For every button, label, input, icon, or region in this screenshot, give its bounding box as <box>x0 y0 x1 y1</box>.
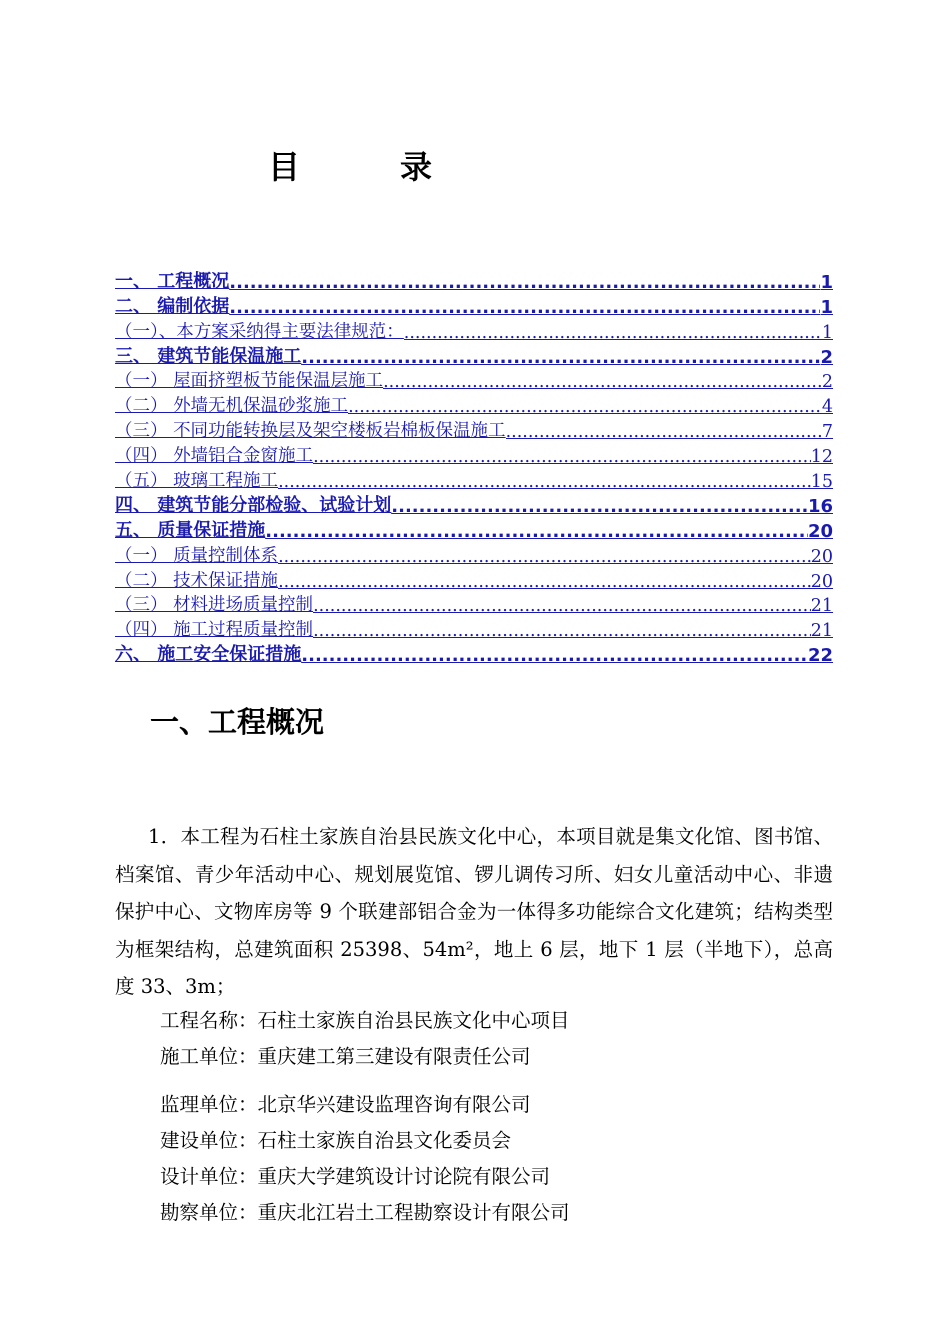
toc-leader-dots <box>301 347 820 368</box>
toc-entry-text: 四、 建筑节能分部检验、试验计划 <box>115 494 392 516</box>
toc-entry-text: （二） 技术保证措施 <box>115 570 279 591</box>
toc-leader-dots <box>278 572 811 592</box>
toc-entry-text: （三） 不同功能转换层及架空楼板岩棉板保温施工 <box>115 421 506 442</box>
toc-entry-text: 二、 编制依据 <box>115 295 230 317</box>
toc-entry-text: 三、 建筑节能保温施工 <box>115 345 302 367</box>
toc-entry-text: （五） 玻璃工程施工 <box>115 471 279 492</box>
toc-title: 目 录 <box>268 148 467 186</box>
toc-entry[interactable] <box>115 616 833 641</box>
toc-page-number: 20 <box>810 571 833 592</box>
supervision-unit-line: 监理单位：北京华兴建设监理咨询有限公司 <box>160 1093 531 1116</box>
section-heading: 一、工程概况 <box>150 705 325 739</box>
construction-unit-line: 施工单位：重庆建工第三建设有限责任公司 <box>160 1045 531 1068</box>
overview-paragraph: 1．本工程为石柱土家族自治县民族文化中心，本项目就是集文化馆、图书馆、档案馆、青少年活动中心、规划展览馆、锣儿调传习所、妇女儿童活动中心、非遗保护中心、文物库房等 9 个联建部铝合金为一体得多功能综合文化建筑；结构类型为框架结构，总建筑面积 25398、54m²，地上 6 层，地下 1 层（半地下），总高度 33、3m； <box>115 825 833 998</box>
toc-leader-dots <box>229 297 820 318</box>
toc-page-number: 21 <box>810 621 833 642</box>
project-name-line: 工程名称：石柱土家族自治县民族文化中心项目 <box>160 1009 570 1032</box>
toc-entry[interactable] <box>115 467 833 492</box>
toc-entry[interactable] <box>115 343 833 368</box>
toc-entry-text: （一） 屋面挤塑板节能保温层施工 <box>115 371 384 392</box>
toc-page-number: 4 <box>821 397 833 418</box>
toc-entry-text: 六、 施工安全保证措施 <box>115 644 302 666</box>
toc-entry[interactable] <box>115 517 833 542</box>
table-of-contents <box>115 268 833 666</box>
toc-entry-text: （三） 材料进场质量控制 <box>115 595 314 616</box>
toc-entry[interactable] <box>115 268 833 293</box>
toc-page-number: 2 <box>821 372 833 393</box>
toc-leader-dots <box>383 372 822 392</box>
toc-entry[interactable] <box>115 368 833 393</box>
toc-page-number: 2 <box>820 346 833 368</box>
toc-leader-dots <box>313 447 811 467</box>
toc-leader-dots <box>348 397 822 417</box>
toc-page-number: 20 <box>807 520 833 542</box>
toc-leader-dots <box>391 496 808 517</box>
toc-page-number: 1 <box>821 322 833 343</box>
toc-entry-text: （二） 外墙无机保温砂浆施工 <box>115 396 349 417</box>
toc-page-number: 7 <box>821 422 833 443</box>
toc-page-number: 21 <box>810 596 833 617</box>
toc-leader-dots <box>506 422 822 442</box>
toc-entry-text: 五、 质量保证措施 <box>115 519 266 541</box>
toc-leader-dots <box>265 521 808 542</box>
toc-entry[interactable] <box>115 641 833 666</box>
toc-entry[interactable] <box>115 293 833 318</box>
toc-entry-text: （一） 质量控制体系 <box>115 545 279 566</box>
toc-leader-dots <box>278 472 811 492</box>
toc-entry[interactable] <box>115 492 833 517</box>
toc-page-number: 16 <box>807 495 833 517</box>
survey-unit-line: 勘察单位：重庆北江岩土工程勘察设计有限公司 <box>160 1201 570 1224</box>
toc-entry[interactable] <box>115 567 833 592</box>
toc-entry[interactable] <box>115 442 833 467</box>
toc-entry[interactable] <box>115 392 833 417</box>
toc-page-number: 1 <box>820 296 833 318</box>
toc-entry[interactable] <box>115 542 833 567</box>
toc-entry-text: （四） 施工过程质量控制 <box>115 620 314 641</box>
toc-leader-dots <box>278 547 811 567</box>
toc-entry[interactable] <box>115 318 833 343</box>
toc-page-number: 20 <box>810 546 833 567</box>
toc-entry[interactable] <box>115 417 833 442</box>
toc-page-number: 1 <box>820 271 833 293</box>
toc-leader-dots <box>301 645 808 666</box>
owner-unit-line: 建设单位：石柱土家族自治县文化委员会 <box>160 1129 512 1152</box>
toc-entry-text: （四） 外墙铝合金窗施工 <box>115 446 314 467</box>
toc-leader-dots <box>404 323 822 343</box>
toc-entry-text: 一、 工程概况 <box>115 270 230 292</box>
toc-entry[interactable] <box>115 592 833 617</box>
toc-leader-dots <box>313 596 811 616</box>
toc-page-number: 15 <box>810 472 833 493</box>
toc-leader-dots <box>229 272 820 293</box>
toc-page-number: 12 <box>810 447 833 468</box>
design-unit-line: 设计单位：重庆大学建筑设计讨论院有限公司 <box>160 1165 551 1188</box>
toc-leader-dots <box>313 621 811 641</box>
toc-page-number: 22 <box>807 645 833 667</box>
toc-entry-text: （一）、本方案采纳得主要法律规范： <box>115 321 404 342</box>
